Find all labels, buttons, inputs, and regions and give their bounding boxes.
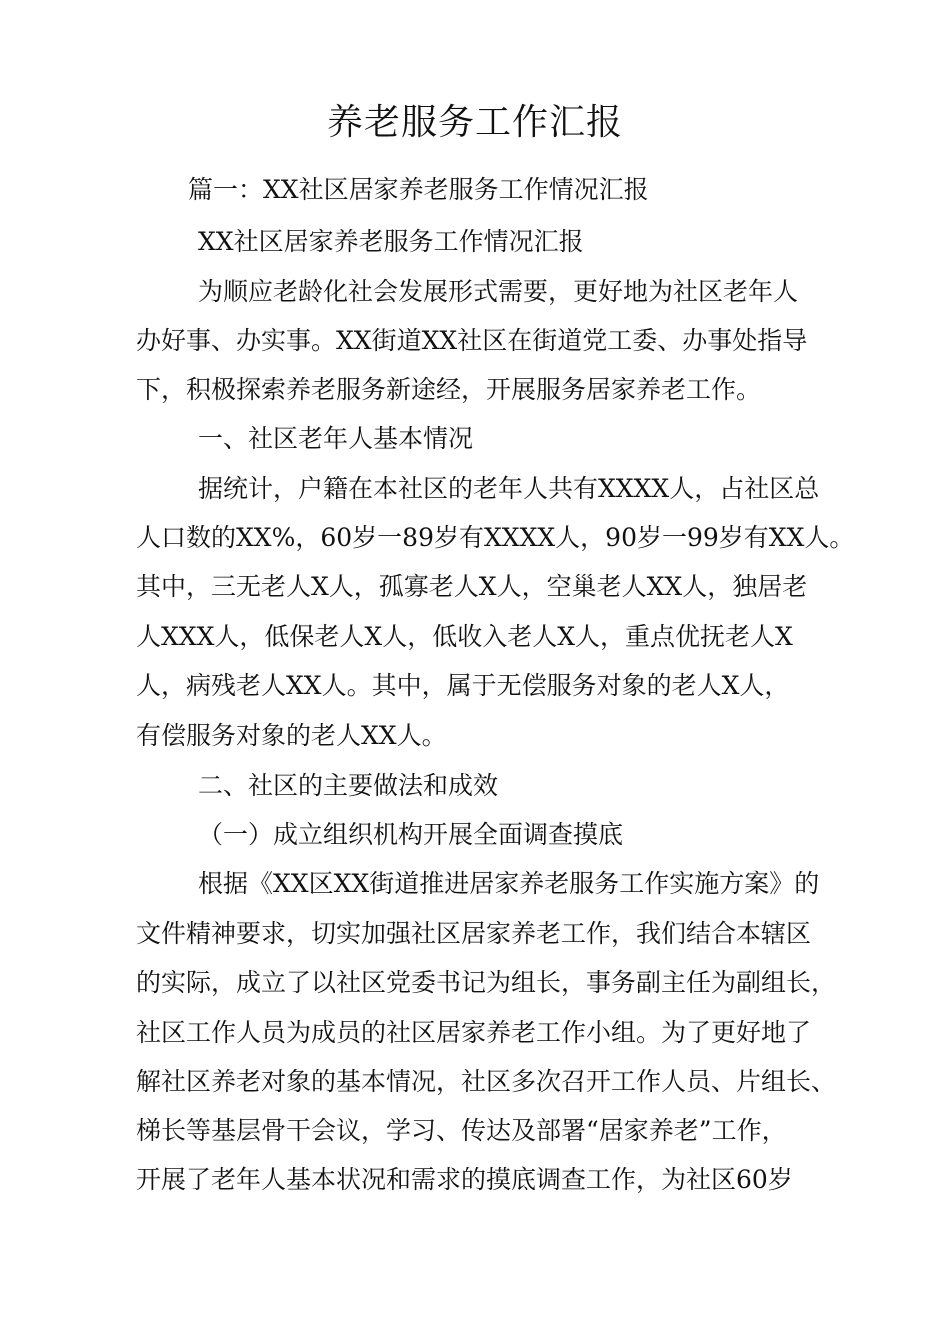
paragraph-line: 的实际，成立了以社区党委书记为组长，事务副主任为副组长， <box>136 968 837 997</box>
paragraph-line: 下，积极探索养老服务新途经，开展服务居家养老工作。 <box>136 375 762 404</box>
section-heading: 二、社区的主要做法和成效 <box>198 771 499 800</box>
paragraph-line: 人，病残老人XX人。其中，属于无偿服务对象的老人X人， <box>136 671 790 700</box>
paragraph-line: 文件精神要求，切实加强社区居家养老工作，我们结合本辖区 <box>136 919 812 948</box>
paragraph-line: 人口数的XX%，60岁一89岁有XXXX人，90岁一99岁有XX人。 <box>136 523 855 552</box>
paragraph-line: 社区工作人员为成员的社区居家养老工作小组。为了更好地了 <box>136 1018 812 1047</box>
paragraph-line: 解社区养老对象的基本情况，社区多次召开工作人员、片组长、 <box>136 1067 837 1096</box>
paragraph-line: 梯长等基层骨干会议，学习、传达及部署“居家养老”工作， <box>136 1116 787 1145</box>
paragraph-line: 其中，三无老人X人，孤寡老人X人，空巢老人XX人，独居老 <box>136 572 808 601</box>
sub-heading: XX社区居家养老服务工作情况汇报 <box>198 227 584 256</box>
subsection-heading: （一）成立组织机构开展全面调查摸底 <box>198 820 624 849</box>
document-title: 养老服务工作汇报 <box>326 102 623 143</box>
paragraph-line: 办好事、办实事。XX街道XX社区在街道党工委、办事处指导 <box>136 326 808 355</box>
section-heading: 一、社区老年人基本情况 <box>198 424 474 453</box>
paragraph-line: 人XXX人，低保老人X人，低收入老人X人，重点优抚老人X <box>136 622 793 651</box>
section-heading: 篇一：XX社区居家养老服务工作情况汇报 <box>188 175 649 204</box>
paragraph-line: 有偿服务对象的老人XX人。 <box>136 721 447 750</box>
paragraph-line: 据统计，户籍在本社区的老年人共有XXXX人，占社区总 <box>198 474 820 503</box>
paragraph-line: 为顺应老龄化社会发展形式需要，更好地为社区老年人 <box>198 277 799 306</box>
paragraph-line: 根据《XX区XX街道推进居家养老服务工作实施方案》的 <box>198 869 820 898</box>
paragraph-line: 开展了老年人基本状况和需求的摸底调查工作，为社区60岁 <box>136 1165 793 1194</box>
